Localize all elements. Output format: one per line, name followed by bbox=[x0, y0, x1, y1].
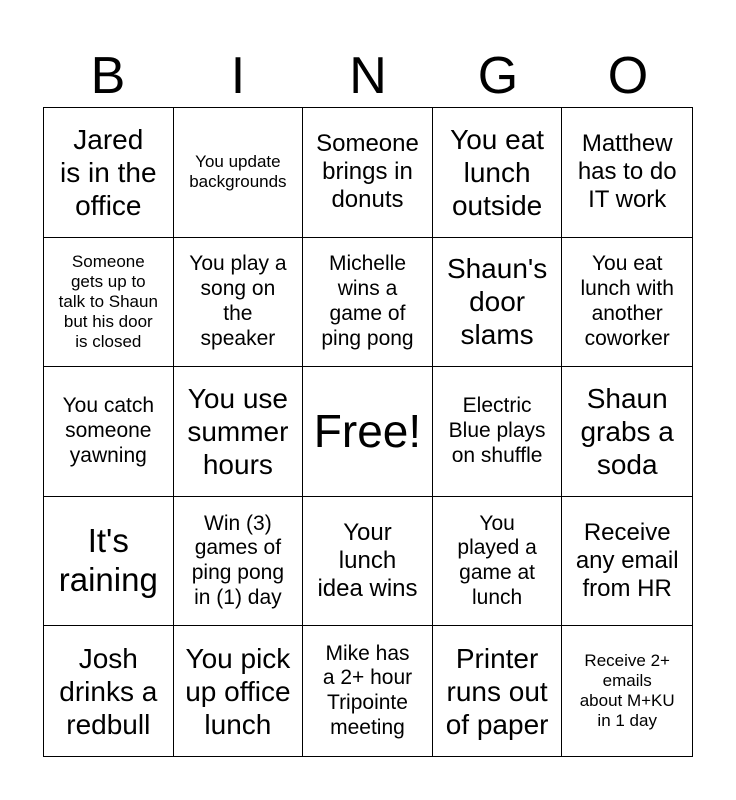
bingo-cell-2-5[interactable]: You eat lunch with another coworker bbox=[562, 238, 692, 368]
header-letter-b: B bbox=[90, 47, 126, 105]
header-letter-n: N bbox=[349, 47, 387, 105]
bingo-cell-3-2[interactable]: You use summer hours bbox=[174, 367, 304, 497]
bingo-card-grid bbox=[43, 107, 693, 757]
bingo-free-space[interactable]: Free! bbox=[303, 367, 433, 497]
bingo-cell-2-4[interactable]: Shaun's door slams bbox=[433, 238, 563, 368]
header-letter-i: I bbox=[230, 47, 246, 105]
bingo-cell-2-1[interactable]: Someone gets up to talk to Shaun but his door is closed bbox=[44, 238, 174, 368]
bingo-cell-4-2[interactable]: Win (3) games of ping pong in (1) day bbox=[174, 497, 304, 627]
bingo-cell-4-3[interactable]: Your lunch idea wins bbox=[303, 497, 433, 627]
bingo-cell-4-4[interactable]: You played a game at lunch bbox=[433, 497, 563, 627]
bingo-cell-5-1[interactable]: Josh drinks a redbull bbox=[44, 626, 174, 756]
bingo-cell-2-3[interactable]: Michelle wins a game of ping pong bbox=[303, 238, 433, 368]
bingo-cell-3-1[interactable]: You catch someone yawning bbox=[44, 367, 174, 497]
bingo-cell-5-2[interactable]: You pick up office lunch bbox=[174, 626, 304, 756]
bingo-cell-5-3[interactable]: Mike has a 2+ hour Tripointe meeting bbox=[303, 626, 433, 756]
header-letter-g: G bbox=[477, 47, 519, 105]
bingo-cell-1-5[interactable]: Matthew has to do IT work bbox=[562, 108, 692, 238]
bingo-cell-1-1[interactable]: Jared is in the office bbox=[44, 108, 174, 238]
bingo-cell-4-1[interactable]: It's raining bbox=[44, 497, 174, 627]
header-letter-o: O bbox=[607, 47, 649, 105]
bingo-cell-5-5[interactable]: Receive 2+ emails about M+KU in 1 day bbox=[579, 651, 675, 731]
bingo-cell-1-3[interactable]: Someone brings in donuts bbox=[303, 108, 433, 238]
bingo-cell-1-4[interactable]: You eat lunch outside bbox=[433, 108, 563, 238]
bingo-cell-5-4[interactable]: Printer runs out of paper bbox=[433, 626, 563, 756]
bingo-cell-3-4[interactable]: Electric Blue plays on shuffle bbox=[433, 367, 563, 497]
bingo-cell-4-5[interactable]: Receive any email from HR bbox=[562, 497, 692, 627]
bingo-header bbox=[43, 46, 693, 106]
bingo-cell-1-2[interactable]: You update backgrounds bbox=[174, 108, 304, 238]
bingo-cell-2-2[interactable]: You play a song on the speaker bbox=[174, 238, 304, 368]
bingo-cell-3-5[interactable]: Shaun grabs a soda bbox=[562, 367, 692, 497]
